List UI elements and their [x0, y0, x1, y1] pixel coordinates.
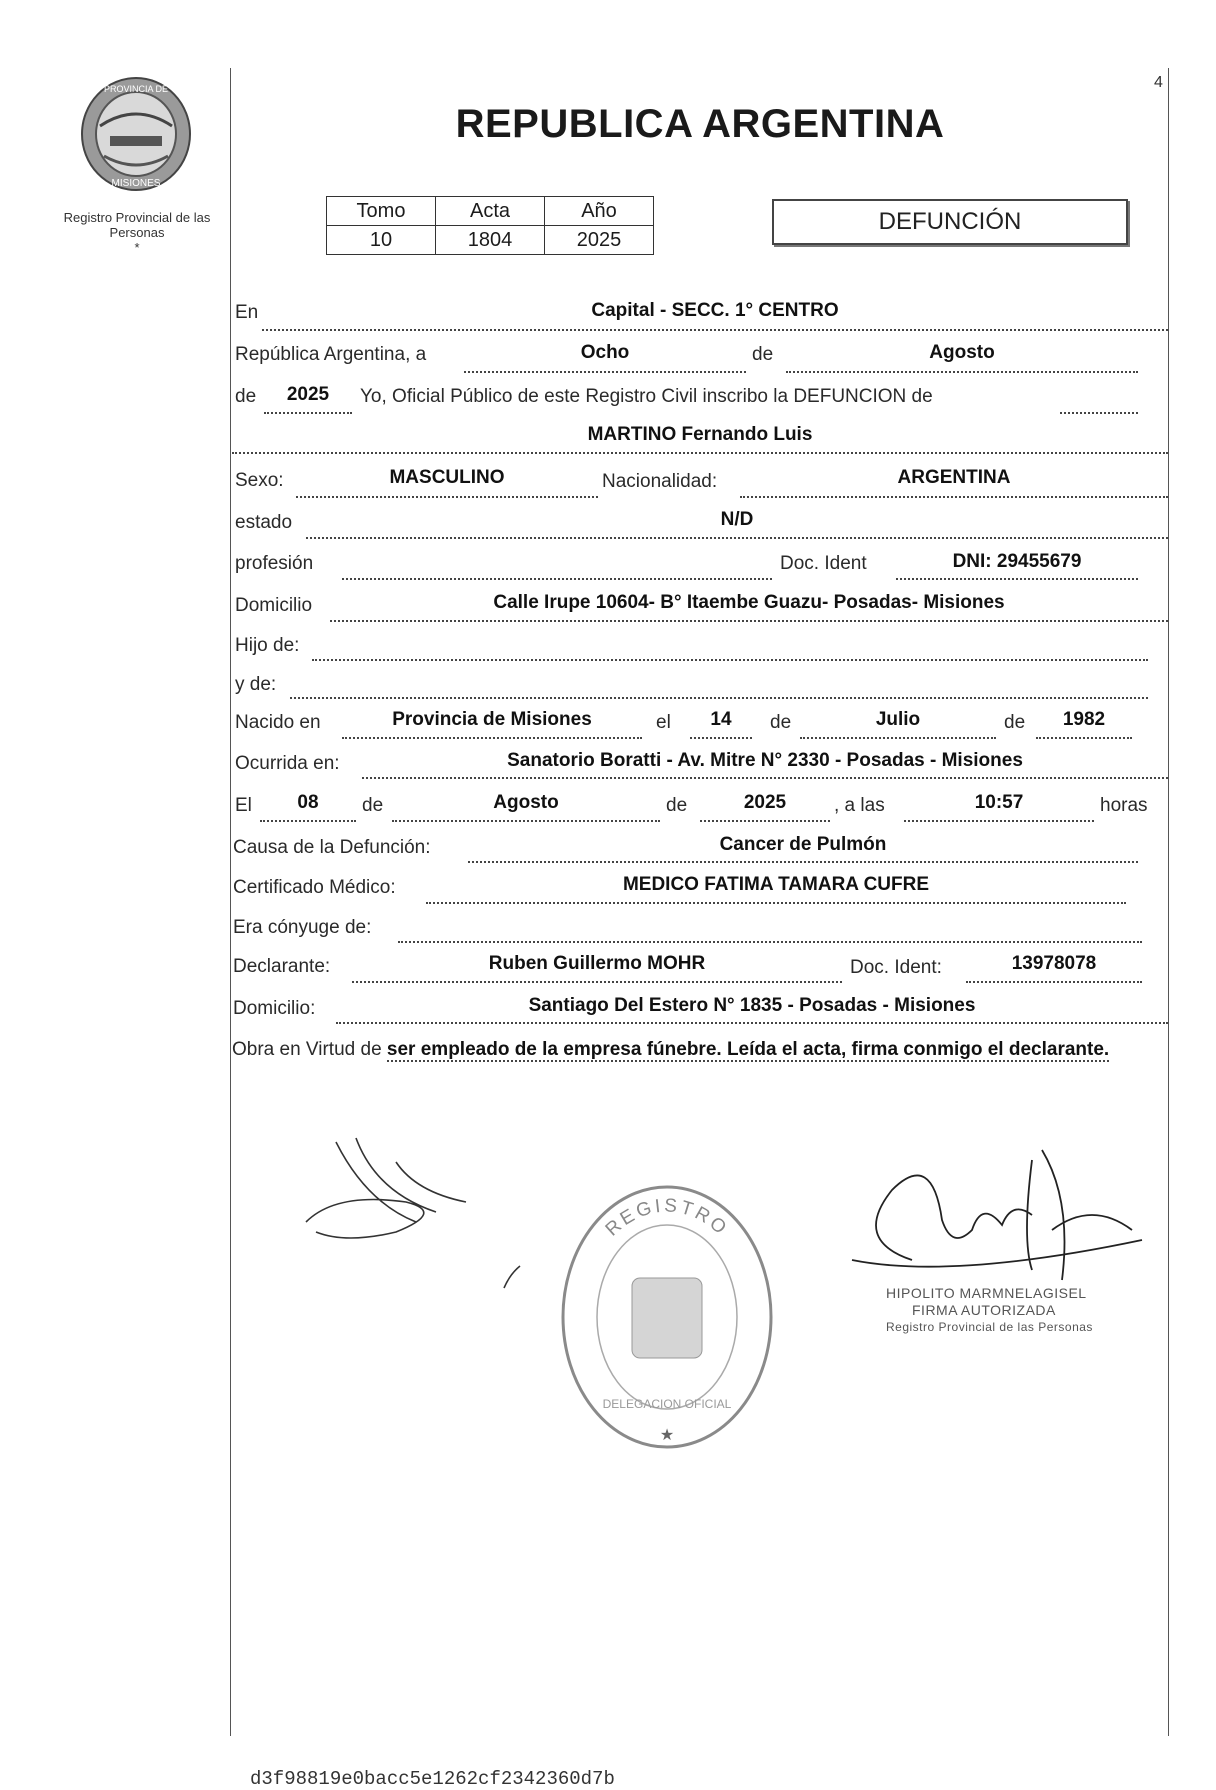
sexo-value: MASCULINO [389, 467, 505, 488]
doc-ident-value: DNI: 29455679 [952, 551, 1082, 572]
death-year-dotted-line [700, 820, 830, 822]
registry-header-row [327, 197, 654, 226]
month-value: Agosto [929, 342, 995, 363]
el-label: el [656, 712, 671, 733]
page-title: REPUBLICA ARGENTINA [455, 102, 945, 146]
registry-table [326, 196, 654, 255]
year-dotted-line [264, 412, 352, 414]
seal-top-text: PROVINCIA DE [103, 84, 169, 94]
death-day-value: 08 [297, 792, 319, 813]
nacionalidad-label: Nacionalidad: [602, 471, 718, 492]
certificado-value: MEDICO FATIMA TAMARA CUFRE [622, 874, 930, 895]
certificado-label: Certificado Médico: [233, 877, 396, 898]
page-number: 4 [1154, 74, 1163, 91]
domicilio2-label: Domicilio: [233, 998, 316, 1019]
inscribo-text: Yo, Oficial Público de este Registro Civil inscribo la DEFUNCION de [360, 386, 933, 407]
sexo-label: Sexo: [235, 470, 284, 491]
horas-label: horas [1100, 795, 1148, 816]
nacionalidad-dotted-line [740, 496, 1168, 498]
el2-label: El [235, 795, 252, 816]
death-time-dotted-line [904, 820, 1094, 822]
registry-header-ano: Año [545, 197, 654, 226]
hijo-label: Hijo de: [235, 635, 300, 656]
causa-label: Causa de la Defunción: [233, 837, 431, 858]
day-words-value: Ocho [580, 342, 630, 363]
doc-ident-dotted-line [896, 578, 1138, 580]
nacionalidad-value: ARGENTINA [897, 467, 1011, 488]
logo-mark: * [134, 240, 140, 255]
name-dotted-line [232, 452, 1168, 454]
domicilio-dotted-line [330, 620, 1168, 622]
declarante-doc-dotted-line [966, 981, 1142, 983]
stamp-arc-text: REGISTRO [601, 1195, 733, 1241]
birth-year-value: 1982 [1062, 709, 1106, 730]
birth-day-value: 14 [710, 709, 732, 730]
nacido-dotted-line [342, 737, 642, 739]
profesion-dotted-line [342, 578, 772, 580]
profesion-label: profesión [235, 553, 314, 574]
declarante-dotted-line [352, 981, 842, 983]
document-hash: d3f98819e0bacc5e1262cf2342360d7b [250, 1768, 615, 1790]
ocurrida-dotted-line [362, 777, 1168, 779]
causa-dotted-line [468, 861, 1138, 863]
domicilio2-dotted-line [336, 1022, 1168, 1024]
obra-label: Obra en Virtud de [232, 1039, 382, 1060]
estado-dotted-line [306, 537, 1168, 539]
signatory-org: Registro Provincial de las Personas [886, 1320, 1093, 1334]
birth-year-dotted-line [1036, 737, 1132, 739]
province-seal-logo [78, 74, 194, 194]
doc-ident-label: Doc. Ident [780, 553, 867, 574]
yde-label: y de: [235, 674, 277, 695]
ocurrida-value: Sanatorio Boratti - Av. Mitre N° 2330 - Posadas - Misiones [507, 750, 1023, 771]
conyuge-dotted-line [398, 941, 1142, 943]
declarante-value: Ruben Guillermo MOHR [488, 953, 706, 974]
de-label-3: de [770, 712, 792, 733]
birth-month-dotted-line [800, 737, 996, 739]
a-las-label: , a las [834, 795, 885, 816]
registry-header-tomo: Tomo [327, 197, 436, 226]
ocurrida-label: Ocurrida en: [235, 753, 340, 774]
registry-header-acta: Acta [436, 197, 545, 226]
de-label-1: de [752, 344, 774, 365]
death-year-value: 2025 [743, 792, 787, 813]
death-month-dotted-line [392, 820, 660, 822]
certificado-dotted-line [426, 902, 1126, 904]
seal-bottom-text: MISIONES [111, 178, 161, 189]
day-dotted-line [464, 371, 746, 373]
estado-label: estado [235, 512, 293, 533]
causa-value: Cancer de Pulmón [719, 834, 887, 855]
obra-text: ser empleado de la empresa fúnebre. Leída el acta, firma conmigo el declarante. [386, 1039, 1110, 1060]
en-dotted-line [262, 329, 1168, 331]
stamp-bottom-text: DELEGACION OFICIAL [602, 1397, 732, 1411]
sexo-dotted-line [296, 496, 598, 498]
nacido-label: Nacido en [235, 712, 321, 733]
month-dotted-line [786, 371, 1138, 373]
de-label-5: de [362, 795, 384, 816]
domicilio-label: Domicilio [235, 595, 313, 616]
declarante-doc-value: 13978078 [1011, 953, 1097, 974]
yde-dotted-line [290, 697, 1148, 699]
registry-value-ano: 2025 [545, 226, 654, 255]
inscribo-dotted-line [1060, 412, 1138, 414]
republica-label: República Argentina, a [235, 344, 427, 365]
official-stamp [554, 1178, 780, 1456]
declarant-signature [296, 1132, 476, 1252]
birth-month-value: Julio [875, 709, 921, 730]
estado-value: N/D [720, 509, 754, 530]
deceased-name-value: MARTINO Fernando Luis [587, 424, 813, 445]
place-value: Capital - SECC. 1° CENTRO [591, 300, 839, 321]
document-type-box: DEFUNCIÓN [772, 199, 1128, 245]
stamp-star: ★ [659, 1427, 675, 1444]
conyuge-label: Era cónyuge de: [233, 917, 372, 938]
signature-block [886, 1285, 1093, 1336]
domicilio-value: Calle Irupe 10604- B° Itaembe Guazu- Posadas- Misiones [493, 592, 1005, 613]
death-day-dotted-line [260, 820, 356, 822]
left-margin-line [230, 68, 231, 1736]
authorized-signature [832, 1140, 1152, 1300]
obra-paragraph [232, 1035, 1164, 1064]
birth-day-dotted-line [690, 737, 752, 739]
year-value: 2025 [286, 384, 330, 405]
registry-value-tomo: 10 [327, 226, 436, 255]
nacido-value: Provincia de Misiones [392, 709, 592, 730]
death-month-value: Agosto [493, 792, 559, 813]
registry-value-acta: 1804 [436, 226, 545, 255]
logo-caption-text: Registro Provincial de las Personas [63, 210, 211, 240]
death-time-value: 10:57 [974, 792, 1024, 813]
signatory-name: HIPOLITO MARMNELAGISEL [886, 1285, 1087, 1301]
de-label-4: de [1004, 712, 1026, 733]
declarante-label: Declarante: [233, 956, 331, 977]
signatory-role: FIRMA AUTORIZADA [912, 1302, 1056, 1318]
pen-mark [500, 1262, 524, 1292]
de-label-6: de [666, 795, 688, 816]
right-margin-line [1168, 68, 1169, 1736]
logo-caption [52, 210, 222, 255]
de-label-2: de [235, 386, 257, 407]
en-label: En [235, 302, 259, 323]
registry-value-row [327, 226, 654, 255]
domicilio2-value: Santiago Del Estero N° 1835 - Posadas - Misiones [528, 995, 976, 1016]
hijo-dotted-line [312, 659, 1148, 661]
doc-ident2-label: Doc. Ident: [850, 957, 942, 978]
